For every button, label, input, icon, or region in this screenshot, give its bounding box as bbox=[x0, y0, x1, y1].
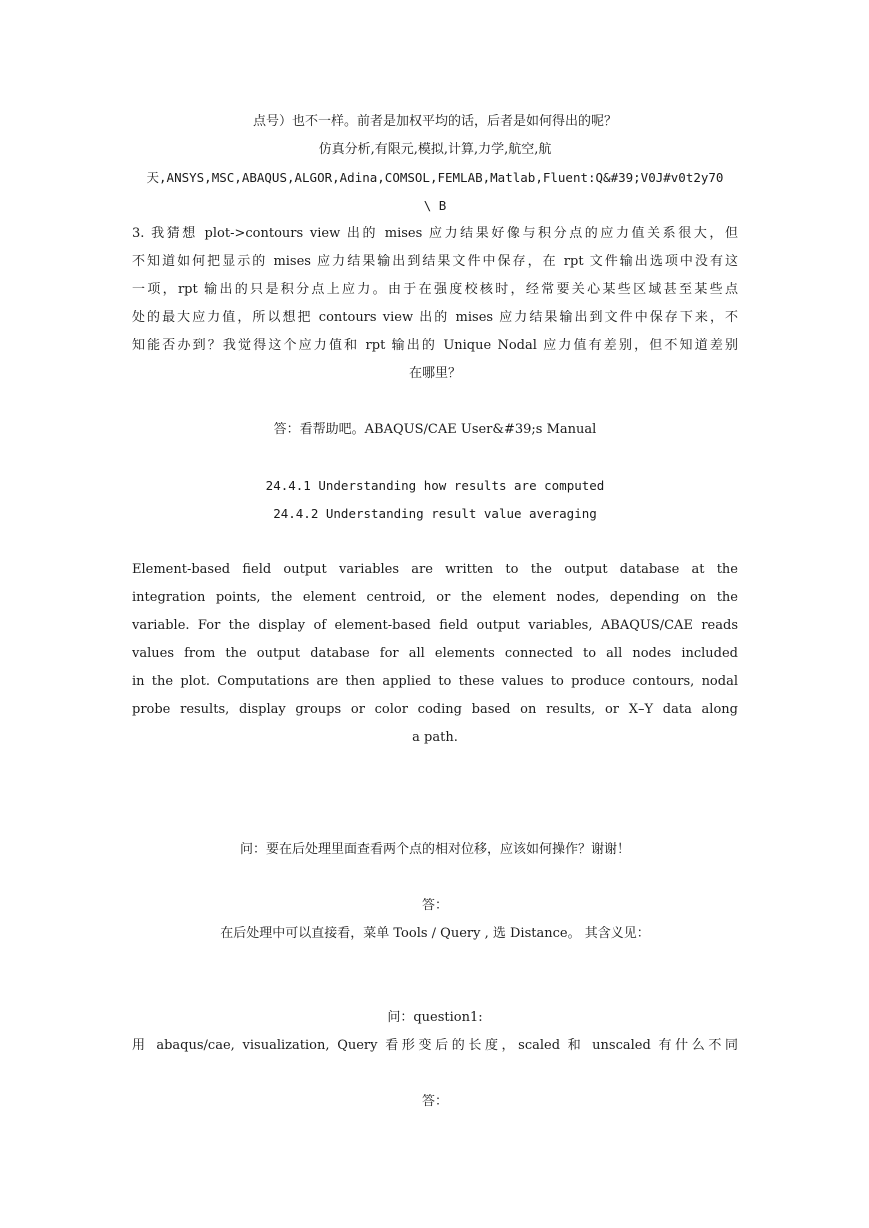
answer-label: 答： bbox=[421, 898, 448, 913]
text-line: 天,ANSYS,MSC,ABAQUS,ALGOR,Adina,COMSOL,FEMLAB,Matlab,Fluent:Q&#39;V0J#v0t2y70 bbox=[146, 170, 724, 185]
quote-line: Element-based field output variables are written to the output database at the bbox=[132, 562, 738, 577]
manual-section: 24.4.2 Understanding result value averaging bbox=[273, 506, 597, 521]
question-label: 问：question1: bbox=[387, 1010, 483, 1025]
paragraph-line: 3. 我猜想 plot->contours view 出的 mises 应力结果好像与积分点的应力值关系很大，但 bbox=[132, 226, 738, 241]
paragraph-line: 不知道如何把显示的 mises 应力结果输出到结果文件中保存，在 rpt 文件输出选项中没有这 bbox=[132, 254, 738, 269]
quote-line: a path. bbox=[412, 730, 458, 745]
text-line: 仿真分析,有限元,模拟,计算,力学,航空,航 bbox=[318, 142, 552, 157]
answer-line: 答：看帮助吧。ABAQUS/CAE User&#39;s Manual bbox=[273, 422, 597, 437]
paragraph-line: 知能否办到？我觉得这个应力值和 rpt 输出的 Unique Nodal 应力值有差别，但不知道差别 bbox=[132, 338, 738, 353]
paragraph-line: 处的最大应力值，所以想把 contours view 出的 mises 应力结果输出到文件中保存下来，不 bbox=[132, 310, 738, 325]
quote-line: in the plot. Computations are then applied to these values to produce contours, nodal bbox=[132, 674, 738, 689]
paragraph-line: 一项，rpt 输出的只是积分点上应力。由于在强度校核时，经常要关心某些区域甚至某些点 bbox=[132, 282, 738, 297]
quote-line: variable. For the display of element-based field output variables, ABAQUS/CAE reads bbox=[132, 618, 738, 633]
manual-section: 24.4.1 Understanding how results are computed bbox=[265, 478, 605, 493]
quote-line: integration points, the element centroid, or the element nodes, depending on the bbox=[132, 590, 738, 605]
quote-line: values from the output database for all elements connected to all nodes included bbox=[132, 646, 738, 661]
question-line: 问：要在后处理里面查看两个点的相对位移，应该如何操作？谢谢！ bbox=[239, 842, 630, 857]
answer-label: 答： bbox=[421, 1094, 448, 1109]
text-line: \ B bbox=[423, 198, 447, 213]
quote-line: probe results, display groups or color coding based on results, or X–Y data along bbox=[132, 702, 738, 717]
question-line: 用 abaqus/cae, visualization, Query 看形变后的长度，scaled 和 unscaled 有什么不同 bbox=[132, 1038, 738, 1053]
paragraph-line: 在哪里？ bbox=[408, 366, 461, 381]
text-line: 点号）也不一样。前者是加权平均的话，后者是如何得出的呢？ bbox=[252, 114, 617, 129]
answer-line: 在后处理中可以直接看，菜单 Tools / Query , 选 Distance。 其含义见： bbox=[220, 926, 650, 941]
